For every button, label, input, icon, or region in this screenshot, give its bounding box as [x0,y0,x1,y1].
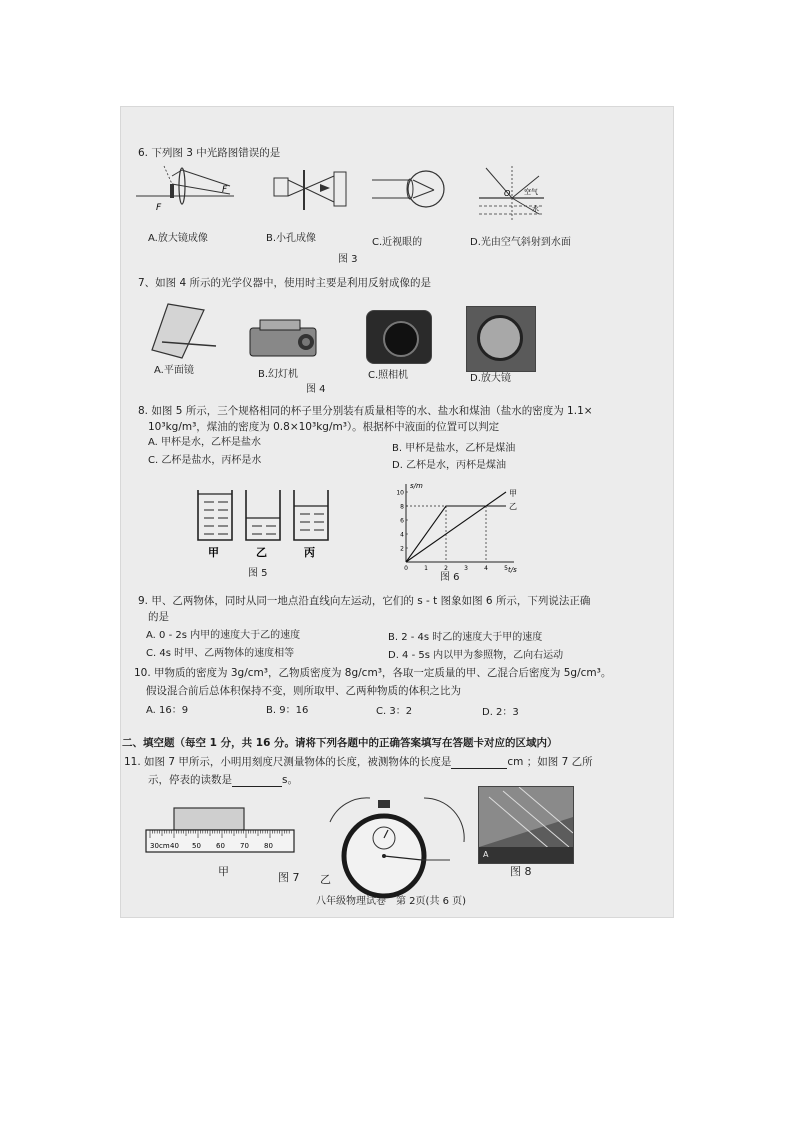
q8-figure-label: 图 5 [248,568,268,579]
measured-block [174,808,244,830]
ruler-tick-40: 40 [170,842,179,850]
cup-label-bing: 丙 [304,546,315,559]
q6-label-water: 水 [532,205,539,213]
q6-stem: 6. 下列图 3 中光路图错误的是 [138,147,281,159]
q6-option-d: D.光由空气斜射到水面 [470,237,571,248]
q11-length-blank[interactable] [451,757,507,769]
q7-figure-label: 图 4 [306,384,326,395]
chart6-series-jia [406,492,506,562]
chart6-y-tick-10: 10 [396,489,404,497]
slide-projector-image [246,318,330,362]
q6-label-air: 空气 [524,188,538,196]
stopwatch-crown [378,800,390,808]
ruler-tick-30: 30 [150,842,159,850]
q11-figure7-label: 图 7 [278,871,300,884]
q7-option-b: B.幻灯机 [258,369,299,380]
q9-option-c: C. 4s 时甲、乙两物体的速度相等 [146,648,295,659]
chart6-x-tick-0: 0 [404,565,408,572]
q11-text-b: cm ；如图 7 乙所 [507,756,593,768]
q9-option-b: B. 2 - 4s 时乙的速度大于甲的速度 [388,632,543,643]
section2-heading: 二、填空题（每空 1 分，共 16 分。请将下列各题中的正确答案填写在答题卡对应的区域内） [122,737,558,749]
q6-option-a: A.放大镜成像 [148,233,208,244]
q10-option-d: D. 2：3 [482,707,519,718]
q6-label-o: O [504,189,511,198]
camera-image [366,310,432,364]
ruler-tick-60: 60 [216,842,225,850]
q8-option-c: C. 乙杯是盐水，丙杯是水 [148,455,262,466]
q11-label-yi: 乙 [320,873,331,886]
q8-stem-line2: 10³kg/m³，煤油的密度为 0.8×10³kg/m³）。根据杯中液面的位置可以判定 [148,421,500,433]
cup-label-yi: 乙 [256,546,267,559]
chart6-y-tick-6: 6 [400,517,404,525]
figure8-stairs [479,787,573,863]
chart6-x-tick-3: 3 [464,565,468,572]
q9-option-d: D. 4 - 5s 内以甲为参照物，乙向右运动 [388,650,564,661]
refraction-diagram [479,166,544,220]
cup-jia [198,490,232,540]
pinhole-diagram [274,170,346,210]
figure6-st-chart [392,480,522,576]
q11-stopwatch-blank[interactable] [232,775,282,787]
q9-option-a: A. 0 - 2s 内甲的速度大于乙的速度 [146,630,301,641]
q11-stem-line2 [148,773,298,787]
chart6-series-jia-label: 甲 [509,489,517,498]
chart6-x-tick-5: 5 [504,565,508,572]
figure7-ruler [144,806,296,864]
q11-text-a: 11. 如图 7 甲所示，小明用刻度尺测量物体的长度，被测物体的长度是 [124,756,452,768]
q8-option-b: B. 甲杯是盐水，乙杯是煤油 [392,443,516,454]
chart6-y-tick-4: 4 [400,531,404,539]
page-footer: 八年级物理试卷 第 2页(共 6 页) [316,896,467,907]
q11-text-c: 示，停表的读数是 [148,774,232,786]
q6-label-f-left: F [156,203,162,213]
q10-stem-line2: 假设混合前后总体积保持不变，则所取甲、乙两种物质的体积之比为 [146,685,461,697]
magnifier-diagram [136,166,234,213]
figure8-photo [478,786,574,864]
q10-option-b: B. 9：16 [266,705,309,716]
chart6-y-label: s/m [410,482,423,490]
figure5-cups [194,488,336,560]
q7-option-c: C.照相机 [368,370,409,381]
figure7-stopwatch [328,796,466,900]
q10-option-c: C. 3：2 [376,706,413,717]
q8-stem-line1: 8. 如图 5 所示，三个规格相同的杯子里分别装有质量相等的水、盐水和煤油（盐水的密度为 1.1× [138,405,593,417]
plane-mirror-image [146,302,226,364]
figure8-label-a: A [483,850,489,859]
q10-stem-line1: 10. 甲物质的密度为 3g/cm³，乙物质密度为 8g/cm³，各取一定质量的甲、乙混合后密度为 5g/cm³。 [134,667,612,679]
q11-label-jia: 甲 [218,865,229,878]
q9-figure-label: 图 6 [440,572,460,583]
q11-text-d: s。 [282,774,298,786]
q7-option-a: A.平面镜 [154,365,194,376]
magnifier-lens-icon [477,315,523,361]
chart6-x-tick-1: 1 [424,565,428,572]
q6-option-c: C.近视眼的 [372,237,423,248]
camera-lens-icon [383,321,419,357]
chart6-series-yi-label: 乙 [509,502,517,511]
q6-label-f: F [222,185,228,195]
cup-yi [246,490,280,540]
magnifier-image [466,306,536,372]
ruler-tick-80: 80 [264,842,273,850]
chart6-x-label: t/s [508,566,517,574]
ruler-tick-70: 70 [240,842,249,850]
q10-option-a: A. 16：9 [146,705,189,716]
ruler-tick-50: 50 [192,842,201,850]
q7-stem: 7、如图 4 所示的光学仪器中，使用时主要是利用反射成像的是 [138,277,432,289]
q6-figure-label: 图 3 [338,254,358,265]
chart6-y-tick-8: 8 [400,503,404,511]
eye-diagram [372,171,444,207]
ruler-unit: cm [159,842,170,850]
chart6-series-yi [406,506,506,562]
q6-figures [134,162,544,222]
cup-label-jia: 甲 [208,546,219,559]
chart6-x-tick-2: 2 [444,565,448,572]
q11-figure8-label: 图 8 [510,865,532,878]
exam-page [120,106,674,918]
q8-option-a: A. 甲杯是水，乙杯是盐水 [148,437,262,448]
q8-option-d: D. 乙杯是水，丙杯是煤油 [392,460,507,471]
chart6-x-tick-4: 4 [484,565,488,572]
q9-stem-line1: 9. 甲、乙两物体，同时从同一地点沿直线向左运动，它们的 s - t 图象如图 6 所示，下列说法正确 [138,595,591,607]
q7-option-d: D.放大镜 [470,373,511,384]
q9-stem-line2: 的是 [148,611,169,623]
cup-bing [294,490,328,540]
chart6-y-tick-2: 2 [400,545,404,553]
q11-stem-line1 [124,755,593,769]
q6-option-b: B.小孔成像 [266,233,317,244]
